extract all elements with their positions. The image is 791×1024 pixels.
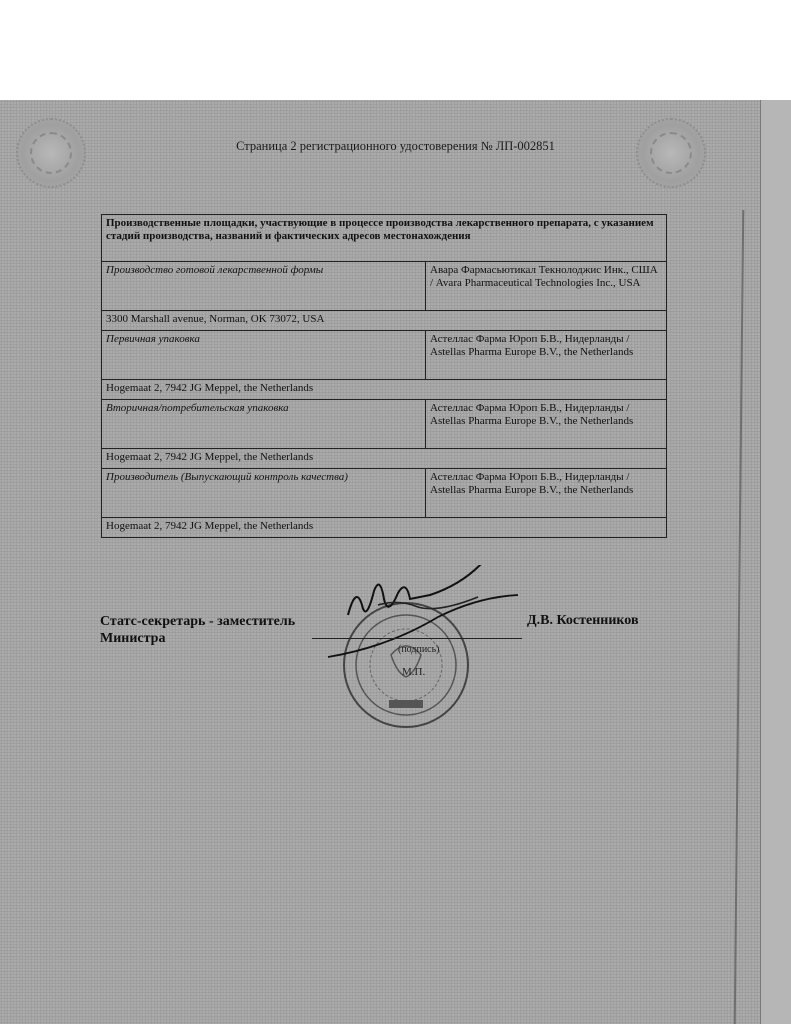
stage-cell: Первичная упаковка	[102, 331, 426, 380]
table-row	[102, 449, 667, 469]
production-sites-table	[101, 214, 667, 538]
company-cell: Астеллас Фарма Юроп Б.В., Нидерланды / Astellas Pharma Europe B.V., the Netherlands	[426, 331, 667, 380]
address-cell: Hogemaat 2, 7942 JG Meppel, the Netherlands	[102, 518, 667, 538]
table-row	[102, 400, 667, 449]
stage-cell: Вторичная/потребительская упаковка	[102, 400, 426, 449]
signature-caption: (подпись)	[398, 644, 440, 655]
company-cell: Авара Фармасьютикал Текнолоджис Инк., США / Avara Pharmaceutical Technologies Inc., USA	[426, 262, 667, 311]
address-cell: 3300 Marshall avenue, Norman, OK 73072, USA	[102, 311, 667, 331]
signatory-position: Статс-секретарь - заместитель Министра	[100, 614, 296, 646]
table-row	[102, 262, 667, 311]
table-row	[102, 311, 667, 331]
table-heading: Производственные площадки, участвующие в процессе производства лекарственного препарата, с указанием стадий производства, названий и фактических адресов местонахождения	[102, 215, 667, 262]
address-cell: Hogemaat 2, 7942 JG Meppel, the Netherlands	[102, 380, 667, 400]
address-cell: Hogemaat 2, 7942 JG Meppel, the Netherlands	[102, 449, 667, 469]
table-row	[102, 518, 667, 538]
page-edge	[760, 100, 791, 1024]
company-cell: Астеллас Фарма Юроп Б.В., Нидерланды / Astellas Pharma Europe B.V., the Netherlands	[426, 469, 667, 518]
stage-cell: Производство готовой лекарственной формы	[102, 262, 426, 311]
signatory-name: Д.В. Костенников	[527, 613, 639, 628]
page-header: Страница 2 регистрационного удостоверения № ЛП-002851	[236, 139, 555, 153]
company-cell: Астеллас Фарма Юроп Б.В., Нидерланды / Astellas Pharma Europe B.V., the Netherlands	[426, 400, 667, 449]
table-row	[102, 469, 667, 518]
table-row	[102, 331, 667, 380]
seal-caption: М.П.	[402, 666, 426, 678]
stage-cell: Производитель (Выпускающий контроль качества)	[102, 469, 426, 518]
table-row	[102, 380, 667, 400]
signature-line	[312, 638, 522, 639]
